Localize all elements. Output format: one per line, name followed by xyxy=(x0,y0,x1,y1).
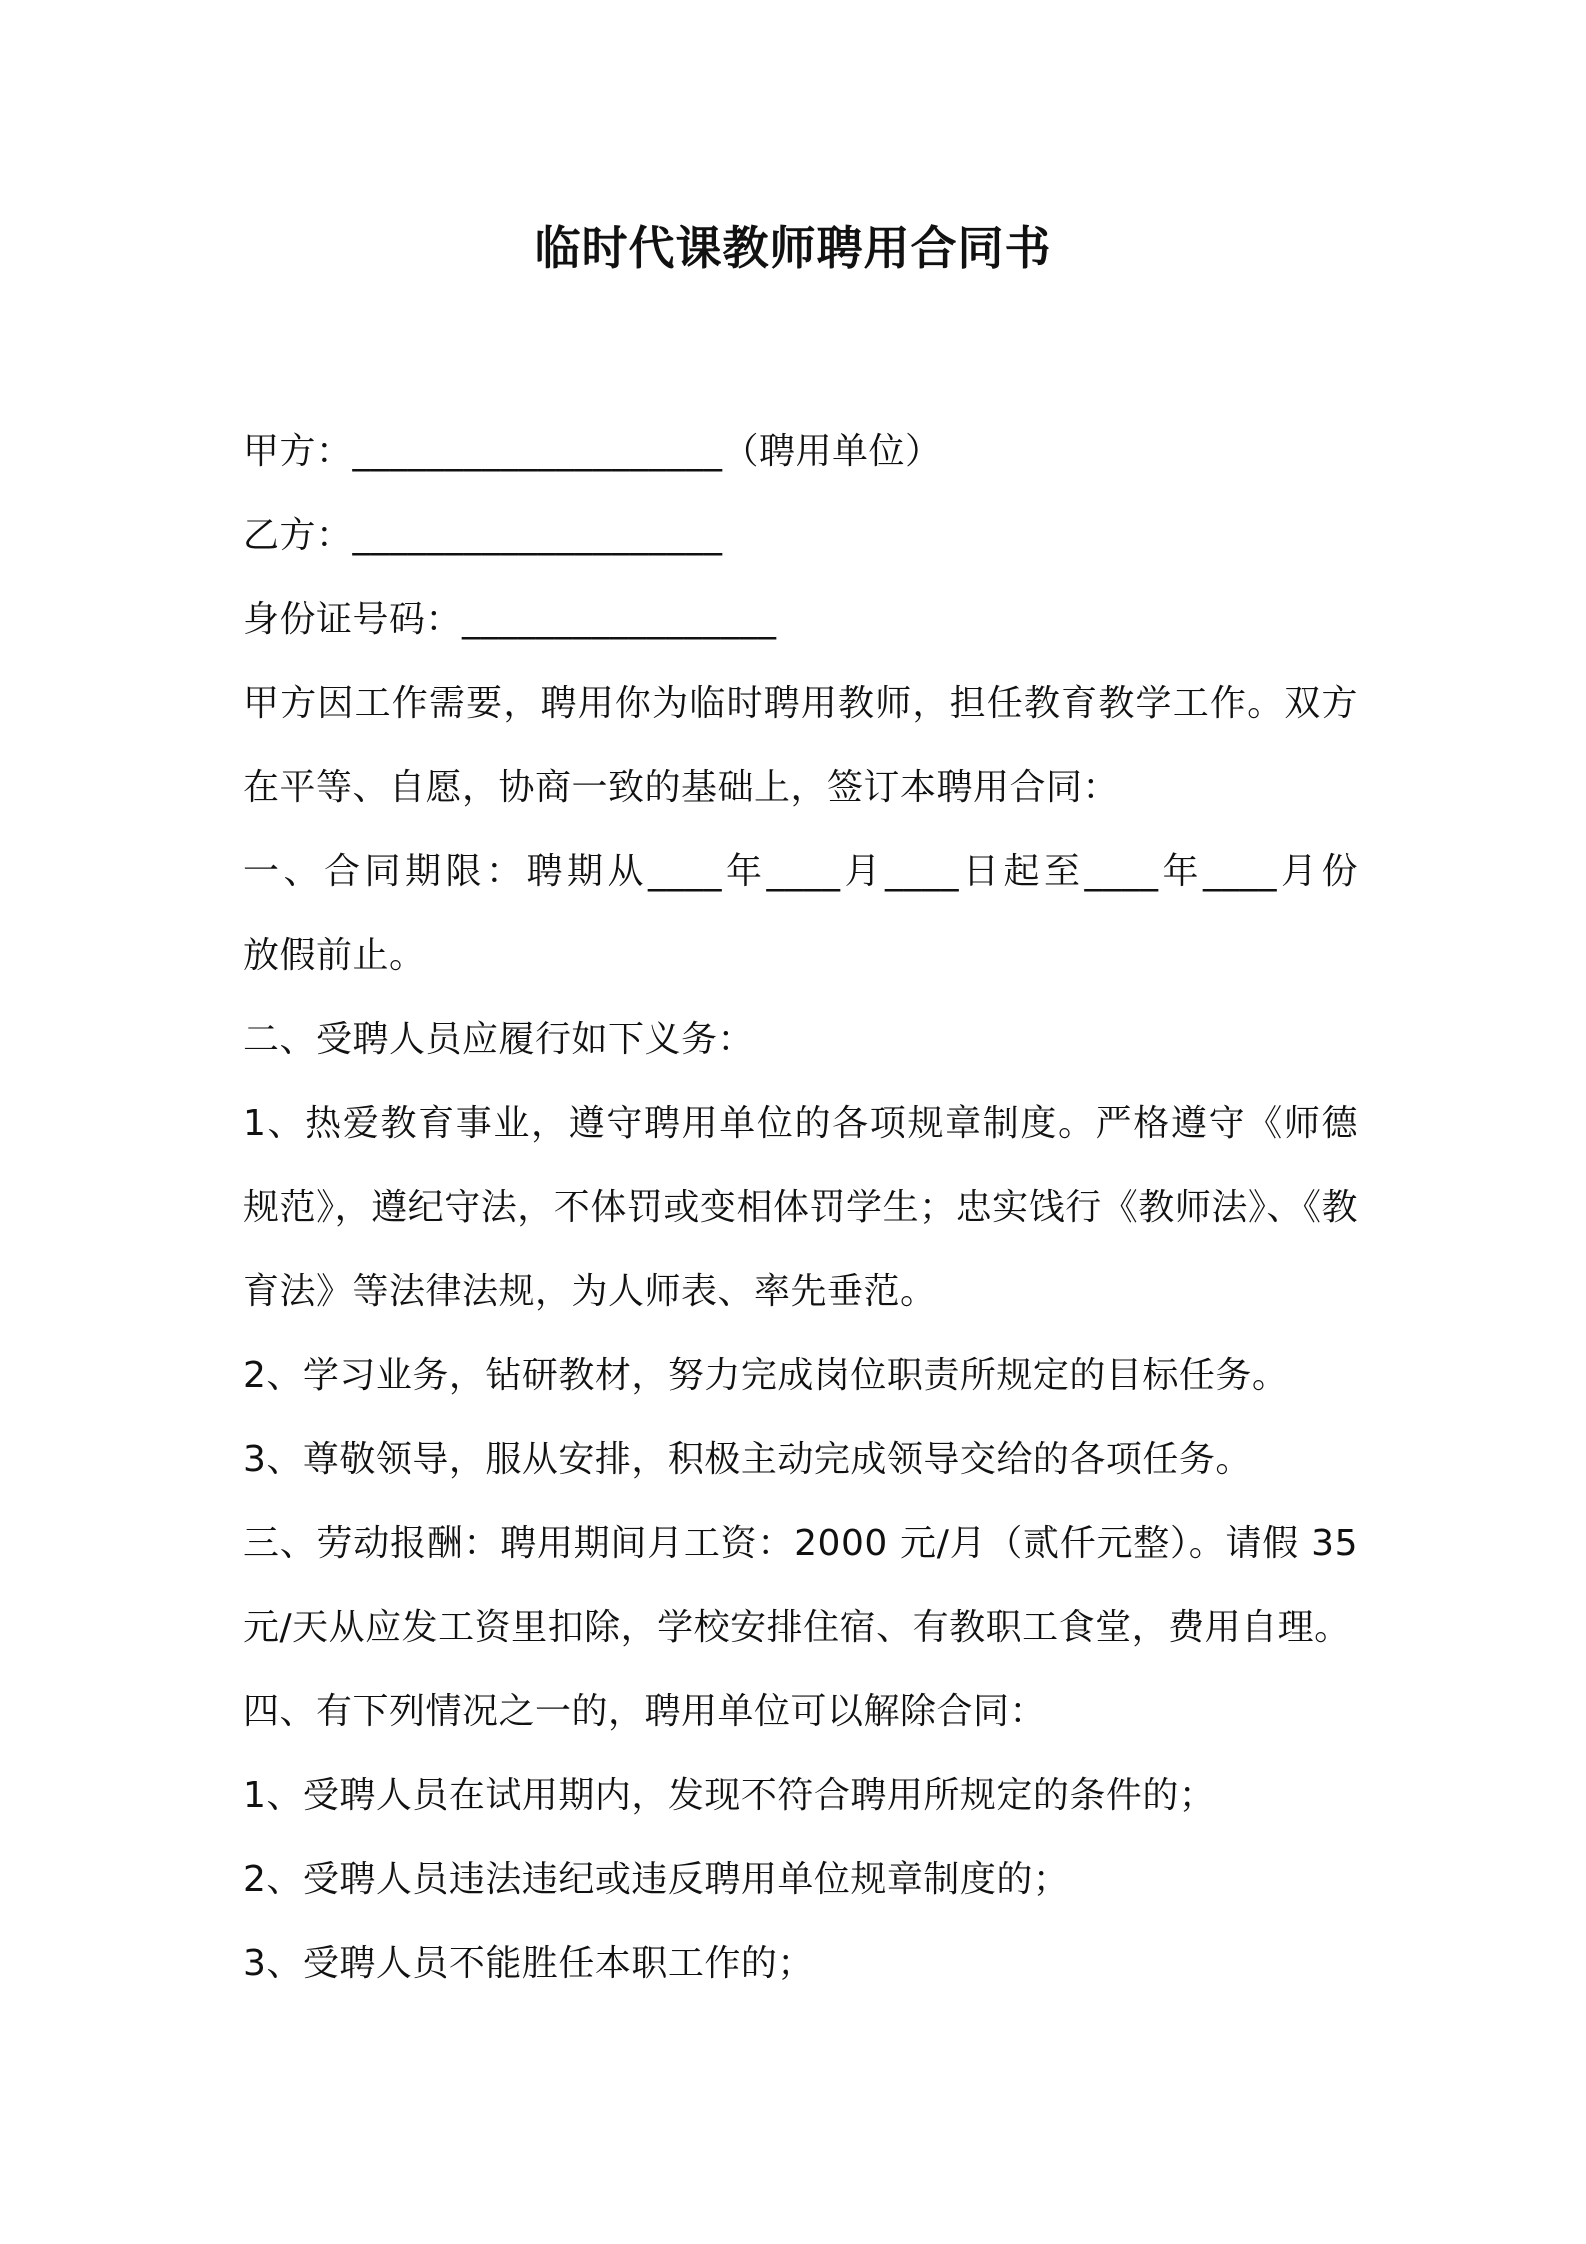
section-compensation: 三、劳动报酬：聘用期间月工资：2000 元/月（贰仟元整）。请假 35 xyxy=(243,1523,1358,1564)
section-contract-term: 一、合同期限：聘期从____年____月____日起至____年____月份 xyxy=(243,851,1358,892)
paragraph-line: 放假前止。 xyxy=(243,935,426,976)
paragraph-line: 在平等、自愿，协商一致的基础上，签订本聘用合同： xyxy=(243,767,1120,808)
id-number-line: 身份证号码：_________________ xyxy=(243,599,777,640)
section-obligations: 二、受聘人员应履行如下义务： xyxy=(243,1019,755,1060)
document-body xyxy=(243,410,1358,2006)
party-a-line: 甲方：____________________（聘用单位） xyxy=(243,431,942,472)
party-b-line: 乙方：____________________ xyxy=(243,515,723,556)
paragraph-line: 1、受聘人员在试用期内，发现不符合聘用所规定的条件的； xyxy=(243,1775,1216,1816)
paragraph-line: 元/天从应发工资里扣除，学校安排住宿、有教职工食堂，费用自理。 xyxy=(243,1607,1351,1648)
paragraph-line: 甲方因工作需要，聘用你为临时聘用教师，担任教育教学工作。双方 xyxy=(243,683,1358,724)
paragraph-line: 3、受聘人员不能胜任本职工作的； xyxy=(243,1943,814,1984)
document-title: 临时代课教师聘用合同书 xyxy=(534,221,1052,275)
paragraph-line: 1、热爱教育事业，遵守聘用单位的各项规章制度。严格遵守《师德 xyxy=(243,1103,1358,1144)
paragraph-line: 2、学习业务，钻研教材，努力完成岗位职责所规定的目标任务。 xyxy=(243,1355,1289,1396)
paragraph-line: 育法》等法律法规，为人师表、率先垂范。 xyxy=(243,1271,937,1312)
paragraph-line: 3、尊敬领导，服从安排，积极主动完成领导交给的各项任务。 xyxy=(243,1439,1252,1480)
paragraph-line: 规范》，遵纪守法，不体罚或变相体罚学生；忠实饯行《教师法》、《教 xyxy=(243,1187,1358,1228)
section-termination: 四、有下列情况之一的，聘用单位可以解除合同： xyxy=(243,1691,1047,1732)
paragraph-line: 2、受聘人员违法违纪或违反聘用单位规章制度的； xyxy=(243,1859,1070,1900)
